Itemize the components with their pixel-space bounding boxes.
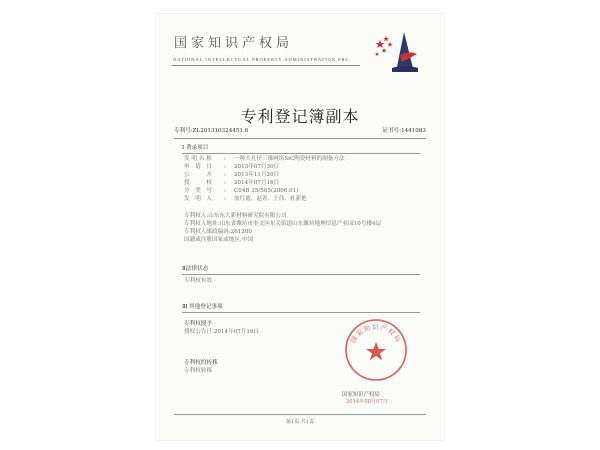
rule-section3 <box>182 312 420 313</box>
grant-announce-date: 授权公告日:2014年07月16日 <box>184 329 260 335</box>
rule-top <box>174 138 426 139</box>
owner-address: 专利权人地址:山东省潍坊市奎文区东关街道山东潍坊地理信息产业园10号楼4层 <box>184 221 382 227</box>
patent-owner: 专利权人:山东东大新材料研究院有限公司 <box>184 213 287 219</box>
field-row-filing-date: 申 请 日 : 2013年07月30日 <box>184 164 280 170</box>
patent-number: 专利号:ZL201310324451.6 <box>174 128 249 134</box>
certificate-number: 证书号:1441083 <box>382 128 426 134</box>
field-label: 公 开 <box>184 172 212 178</box>
transfer-heading: 专利权的转移 <box>184 360 218 366</box>
rule-bottom <box>174 414 426 415</box>
rule-section2 <box>182 274 420 275</box>
field-label: 发 明 人 <box>184 196 212 202</box>
field-value: 一种大孔径三维网络SiC陶瓷材料的制备方法 <box>234 156 345 162</box>
field-value: 2013年07月30日 <box>234 164 280 170</box>
owner-country: 国籍或注册国家或地区:中国 <box>184 237 254 243</box>
grant-heading: 专利权授予 <box>184 321 212 327</box>
transfer-value: 专利权转移 <box>184 368 212 374</box>
field-row-invention-title: 发 明 名 称 : 一种大孔径三维网络SiC陶瓷材料的制备方法 <box>184 156 345 162</box>
field-value: 2014年07月16日 <box>234 180 280 186</box>
field-label: 申 请 日 <box>184 164 212 170</box>
field-value: 翁红霞、赵菁、王伟、杜新艳 <box>234 196 307 202</box>
field-label: 授 权 <box>184 180 212 186</box>
field-label: 分 类 号 <box>184 188 212 194</box>
field-label: 发 明 名 称 <box>184 156 212 162</box>
field-row-publication: 公 开 : 2013年11月20日 <box>184 172 280 178</box>
field-value: C04B 35/565(2006.01) <box>234 188 299 194</box>
section3-heading: Ⅲ 其他登记事项 <box>182 304 223 310</box>
field-row-classification: 分 类 号 : C04B 35/565(2006.01) <box>184 188 299 194</box>
document-title: 专利登记簿副本 <box>240 107 360 126</box>
seal-ring-text: 国家知识产权局 <box>349 323 403 345</box>
cnipa-logo-icon <box>370 28 420 74</box>
header-rule <box>172 65 360 66</box>
page-number: 第1页 共1页 <box>286 419 314 425</box>
field-value: 2013年11月20日 <box>234 172 280 178</box>
section2-heading: Ⅱ法律状态 <box>182 266 209 272</box>
legal-status: 专利权有效 <box>184 278 212 284</box>
org-name-cn: 国家知识产权局 <box>174 36 294 51</box>
certificate-page <box>156 14 444 440</box>
owner-postcode: 专利权人邮政编码:261200 <box>184 229 252 235</box>
seal-date: 2014年08月07日 <box>346 399 388 405</box>
svg-text:国家知识产权局 <box>348 322 402 344</box>
org-name-en: NATIONAL INTELLECTUAL PROPERTY ADMINISTRATION,PRC <box>173 57 350 62</box>
seal-organization: 国家知识产权局 <box>342 392 380 398</box>
section1-heading: Ⅰ 著录项目 <box>182 145 209 151</box>
field-row-inventors: 发 明 人 : 翁红霞、赵菁、王伟、杜新艳 <box>184 196 307 202</box>
field-row-grant: 授 权 : 2014年07月16日 <box>184 180 280 186</box>
official-seal-icon <box>344 318 408 382</box>
rule-section1 <box>182 153 420 154</box>
